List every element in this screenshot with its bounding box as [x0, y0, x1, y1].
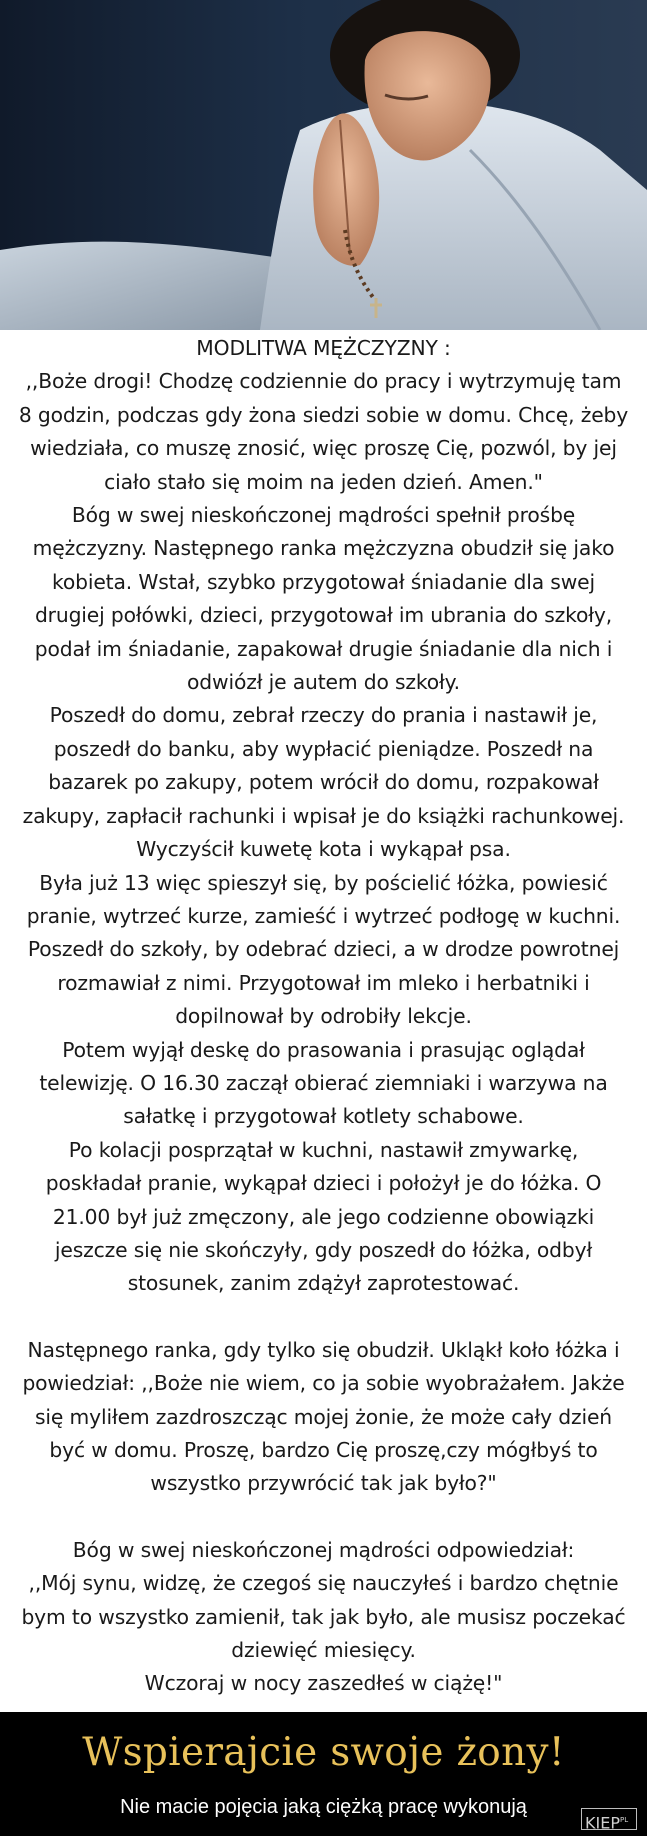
bottom-banner	[0, 1712, 647, 1836]
logo-text: KIEP	[585, 1813, 620, 1833]
story-line: Bóg w swej nieskończonej mądrości odpowiedział:	[72, 1537, 575, 1562]
story-line: wszystko przywrócić tak jak było?"	[150, 1471, 497, 1496]
praying-man-illustration	[0, 0, 647, 330]
story-line: dopilnował by odrobiły lekcje.	[175, 1004, 472, 1029]
story-line: dziewięć miesięcy.	[231, 1638, 416, 1663]
story-line: Była już 13 więc spieszył się, by pościelić łóżka, powiesić	[39, 870, 608, 895]
story-line: Po kolacji posprzątał w kuchni, nastawił zmywarkę,	[68, 1137, 579, 1162]
paragraph-gap	[0, 1301, 647, 1334]
story-line: telewizję. O 16.30 zaczął obierać ziemniaki i warzywa na	[39, 1070, 608, 1095]
story-line: ,,Mój synu, widzę, że czegoś się nauczyłeś i bardzo chętnie	[28, 1571, 619, 1596]
story-line: drugiej połówki, dzieci, przygotował im ubrania do szkoły,	[34, 603, 613, 628]
story-text	[0, 332, 647, 1712]
paragraph-gap	[0, 1501, 647, 1534]
story-line: być w domu. Proszę, bardzo Cię proszę,czy mógłbyś to	[49, 1438, 598, 1462]
story-line: poszedł do banku, aby wypłacić pieniądze. Poszedł na	[53, 736, 594, 761]
story-line: Wczoraj w nocy zaszedłeś w ciążę!"	[144, 1671, 503, 1696]
banner-title: Wspierajcie swoje żony!	[82, 1730, 565, 1775]
story-line: Bóg w swej nieskończonej mądrości spełnił prośbę	[71, 503, 576, 528]
story-line: bym to wszystko zamienił, tak jak było, ale musisz poczekać	[21, 1604, 626, 1629]
story-line: kobieta. Wstał, szybko przygotował śniadanie dla swej	[52, 569, 595, 594]
story-line: się myliłem zazdroszcząc mojej żonie, że może cały dzień	[35, 1404, 612, 1429]
story-line: bazarek po zakupy, potem wrócił do domu, rozpakował	[48, 770, 599, 795]
story-line: Poszedł do szkoły, by odebrać dzieci, a w drodze powrotnej	[27, 937, 620, 962]
story-line: Poszedł do domu, zebrał rzeczy do prania i nastawił je,	[49, 703, 598, 728]
story-line: stosunek, zanim zdążył zaprotestować.	[127, 1271, 520, 1296]
story-line: rozmawiał z nimi. Przygotował im mleko i herbatniki i	[57, 970, 590, 995]
praying-man-photo	[0, 0, 647, 330]
story-line: powiedział: ,,Boże nie wiem, co ja sobie wyobrażałem. Jakże	[22, 1371, 625, 1396]
story-line: ,,Boże drogi! Chodzę codziennie do pracy i wytrzymuję tam	[25, 369, 622, 394]
story-line: pranie, wytrzeć kurze, zamieść i wytrzeć podłogę w kuchni.	[26, 903, 621, 928]
story-line: wiedziała, co muszę znosić, więc proszę Cię, pozwól, by jej	[30, 436, 617, 461]
story-line: zakupy, zapłacił rachunki i wpisał je do książki rachunkowej.	[22, 803, 625, 828]
story-line: Wyczyścił kuwetę kota i wykąpał psa.	[136, 837, 511, 862]
story-line: Potem wyjął deskę do prasowania i prasując oglądał	[62, 1037, 585, 1062]
story-line: 21.00 był już zmęczony, ale jego codzienne obowiązki	[52, 1204, 595, 1229]
story-line: odwiózł je autem do szkoły.	[187, 670, 460, 695]
logo-suffix: PL	[619, 1816, 629, 1824]
story-title: MODLITWA MĘŻCZYZNY :	[196, 336, 451, 360]
story-line: podał im śniadanie, zapakował drugie śniadanie dla nich i	[34, 636, 613, 661]
story-line: Następnego ranka, gdy tylko się obudził. Ukląkł koło łóżka i	[27, 1337, 620, 1362]
story-line: jeszcze się nie skończyły, gdy poszedł do łóżka, odbył	[54, 1237, 593, 1262]
site-logo	[581, 1808, 637, 1833]
story-line: poskładał pranie, wykąpał dzieci i położył je do łóżka. O	[45, 1171, 602, 1196]
story-line: 8 godzin, podczas gdy żona siedzi sobie w domu. Chcę, żeby	[18, 402, 629, 427]
banner-subtitle: Nie macie pojęcia jaką ciężką pracę wykonują	[120, 1796, 527, 1818]
story-line: ciało stało się moim na jeden dzień. Amen."	[104, 469, 543, 494]
story-line: mężczyzny. Następnego ranka mężczyzna obudził się jako	[32, 536, 615, 561]
story-line: sałatkę i przygotował kotlety schabowe.	[123, 1104, 524, 1129]
